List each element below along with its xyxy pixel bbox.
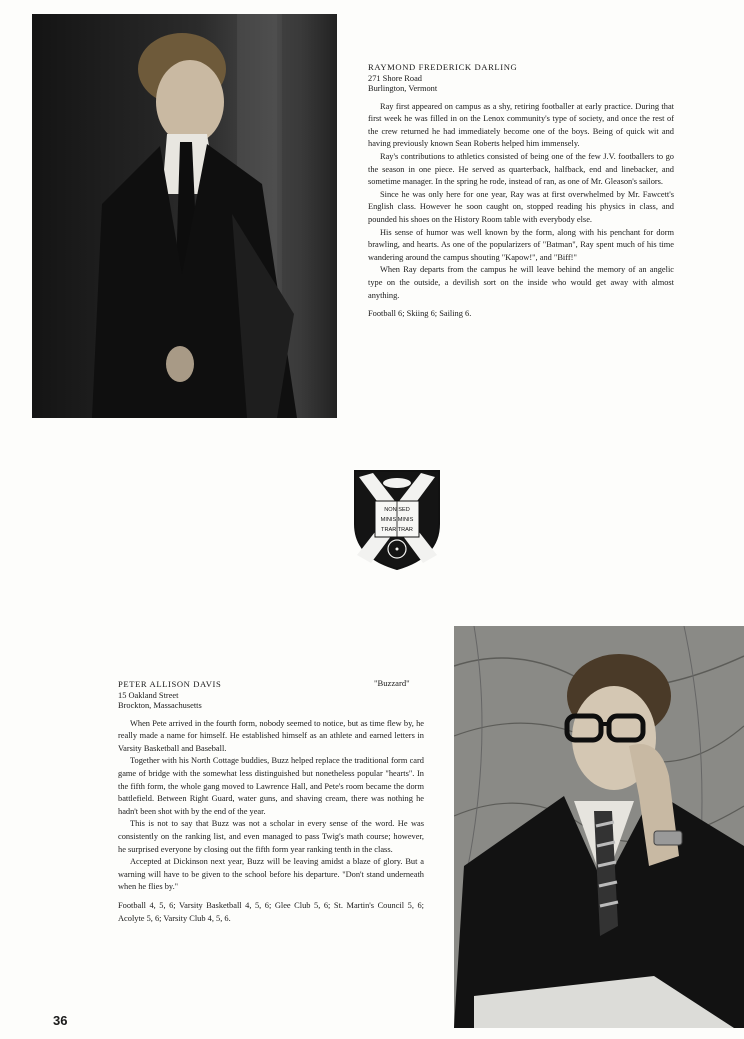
- senior-entry-raymond-darling: [368, 61, 674, 321]
- portrait-photo-raymond-darling: [32, 14, 337, 418]
- student-name: RAYMOND FREDERICK DARLING: [368, 62, 518, 72]
- activities-list: Football 6; Skiing 6; Sailing 6.: [368, 309, 472, 319]
- bio-paragraph: Accepted at Dickinson next year, Buzz will be leaving amidst a blaze of glory. But a warning will have to be given to the school before his departure. "Don't stand underneath when he flies by.": [118, 857, 424, 892]
- crest-motto-line-1: NON SED: [384, 507, 410, 513]
- portrait-photo-peter-davis: [454, 626, 744, 1028]
- activities-list: Football 4, 5, 6; Varsity Basketball 4, 5, 6; Glee Club 5, 6; St. Martin's Council 5, 6; Acolyte 5, 6; Varsity Club 4, 5, 6.: [118, 900, 424, 923]
- entry-heading: [118, 678, 424, 711]
- address-city: Brockton, Massachusetts: [118, 700, 202, 710]
- entry-heading: [368, 61, 674, 94]
- bio-paragraph: When Ray departs from the campus he will leave behind the memory of an angelic type on the outside, a devilish sort on the inside who would get away with almost anything.: [368, 265, 674, 300]
- portrait-raymond-graphic: [32, 14, 337, 418]
- address-city: Burlington, Vermont: [368, 83, 438, 93]
- page-number: 36: [53, 1013, 68, 1028]
- bio-paragraph: His sense of humor was well known by the form, along with his penchant for dorm brawling, and hearts. As one of the popularizers of "Batman", Ray spent much of his time wandering around the campus shouting "Kapow!", and "Biff!": [368, 227, 674, 262]
- bio-paragraph: Since he was only here for one year, Ray was at first overwhelmed by Mr. Fawcett's English class. However he soon caught on, stopped reading his physics in class, and pounded his shoes on the History Room table with everybody else.: [368, 189, 674, 224]
- student-nickname: "Buzzard": [374, 678, 410, 688]
- portrait-peter-graphic: [454, 626, 744, 1028]
- address-street: 271 Shore Road: [368, 73, 422, 83]
- bio-paragraph: This is not to say that Buzz was not a scholar in every sense of the word. He was consistently on the ranking list, and even managed to pass Twig's math course; however, he surprised everyone by closing out the fifth form year ranking tenth in the class.: [118, 819, 424, 854]
- senior-entry-peter-davis: [118, 678, 424, 925]
- crest-motto-line-2: MINIS MINIS: [380, 517, 414, 523]
- crest-shield-icon: [353, 469, 441, 571]
- address-street: 15 Oakland Street: [118, 690, 179, 700]
- bio-paragraph: When Pete arrived in the fourth form, nobody seemed to notice, but as time flew by, he really made a name for himself. He established himself as an athlete and earned letters in Varsity Basketball and Baseball.: [118, 718, 424, 753]
- school-crest: [353, 469, 441, 571]
- crest-motto-line-3: TRAR TRAR: [381, 527, 413, 533]
- bio-paragraph: Together with his North Cottage buddies, Buzz helped replace the traditional form card game of bridge with the somewhat less distinguished but nonetheless popular "hearts". In the fifth form, the whole gang moved to Lawrence Hall, and Pete's room became the dorm battlefield. Between Right Guard, water guns, and shaving cream, there was nothing he hadn't been shot with by the end of the year.: [118, 756, 424, 816]
- student-name: PETER ALLISON DAVIS: [118, 679, 222, 689]
- bio-paragraph: Ray first appeared on campus as a shy, retiring footballer at early practice. During that first week he was filled in on the Lenox community's type of society, and once the rest of the crew returned he had immediately become one of the boys. Being of quick wit and having previously known Sean Roberts helped him immensely.: [368, 101, 674, 149]
- bio-paragraph: Ray's contributions to athletics consisted of being one of the few J.V. footballers to go the season in one piece. He served as quarterback, halfback, end and linebacker, and sometime manager. In the spring he rode, instead of ran, as one of Mr. Gleason's sailors.: [368, 151, 674, 187]
